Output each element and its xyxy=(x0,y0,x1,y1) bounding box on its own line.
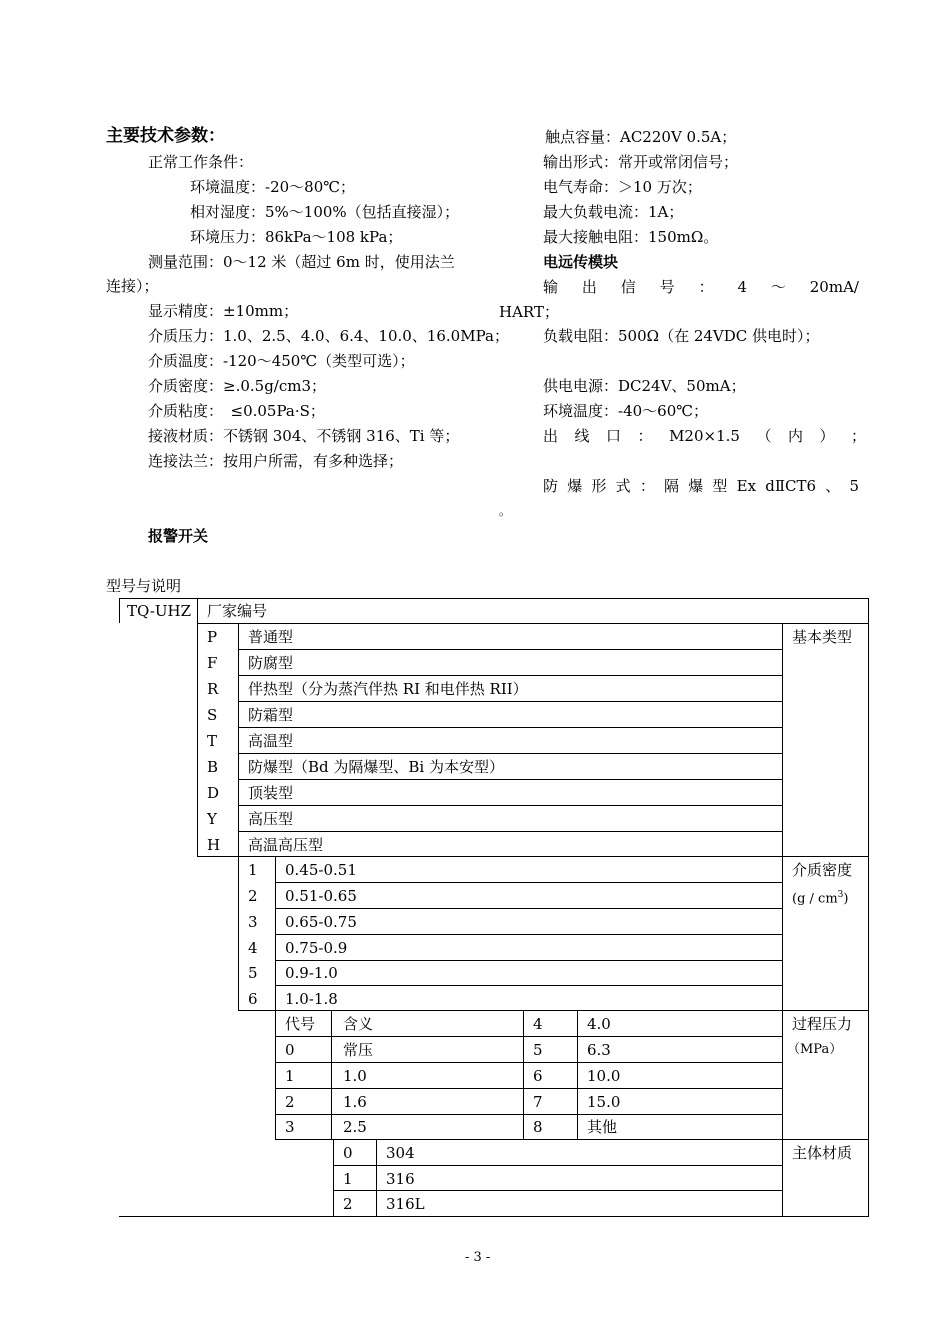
param-line: HART； xyxy=(499,303,559,321)
param-line: 电气寿命：＞10 万次； xyxy=(543,178,702,196)
output-signal-line xyxy=(543,277,859,297)
text-fragment: 爆 xyxy=(567,477,583,495)
outlet-line xyxy=(543,426,866,446)
pressure-meaning-header: 含义 xyxy=(343,1015,374,1033)
type-desc: 普通型 xyxy=(248,628,294,646)
type-desc: 顶装型 xyxy=(248,784,294,802)
model-title: 型号与说明 xyxy=(106,577,182,595)
density-code: 5 xyxy=(248,964,258,982)
pressure-code-header: 代号 xyxy=(285,1015,316,1033)
param-line: 输出形式：常开或常闭信号； xyxy=(543,153,739,171)
material-code: 0 xyxy=(343,1144,353,1162)
text-fragment: ） xyxy=(819,427,835,445)
pressure-value: 6.3 xyxy=(587,1041,611,1059)
type-desc: 防腐型 xyxy=(248,654,294,672)
pressure-label: 过程压力 xyxy=(792,1015,853,1033)
text-fragment: 输 xyxy=(543,278,559,296)
param-line: 连接）； xyxy=(106,277,159,295)
pressure-code: 2 xyxy=(285,1093,295,1111)
text-fragment: 20mA/ xyxy=(809,278,859,296)
model-code: TQ-UHZ xyxy=(127,602,192,620)
pressure-value: 其他 xyxy=(587,1118,618,1136)
param-line: 触点容量：AC220V 0.5A； xyxy=(545,128,737,146)
material-name: 316L xyxy=(386,1195,425,1213)
param-line: 环境温度：-20～80℃； xyxy=(190,178,356,196)
text-fragment: 3 xyxy=(837,890,844,900)
text-fragment: 隔 xyxy=(664,477,680,495)
page-number: - 3 - xyxy=(465,1250,491,1265)
text-fragment: 内 xyxy=(787,427,803,445)
density-code: 6 xyxy=(248,990,258,1008)
pressure-value: 1.0 xyxy=(343,1067,367,1085)
pressure-code: 5 xyxy=(533,1041,543,1059)
text-fragment: 5 xyxy=(849,477,859,495)
type-code: T xyxy=(207,732,218,750)
param-line: 相对湿度：5%～100%（包括直接湿）； xyxy=(190,203,460,221)
type-desc: 高温型 xyxy=(248,732,294,750)
text-fragment: ： xyxy=(698,278,714,296)
text-fragment: 、 xyxy=(825,477,841,495)
pressure-value: 常压 xyxy=(343,1041,374,1059)
material-code: 1 xyxy=(343,1170,353,1188)
maker-label: 厂家编号 xyxy=(207,602,268,620)
explosion-line xyxy=(543,476,859,496)
text-fragment: 出 xyxy=(581,278,597,296)
pressure-code: 3 xyxy=(285,1118,295,1136)
text-fragment: 式 xyxy=(615,477,631,495)
text-fragment: （ xyxy=(756,427,772,445)
param-line: 连接法兰：按用户所需，有多种选择； xyxy=(148,452,404,470)
material-name: 316 xyxy=(386,1170,415,1188)
text-fragment: ) xyxy=(843,891,849,907)
type-desc: 防爆型（Bd 为隔爆型、Bi 为本安型） xyxy=(248,758,504,776)
param-line: 显示精度：±10mm； xyxy=(148,302,299,320)
type-code: R xyxy=(207,680,219,698)
param-line: 环境温度：-40～60℃； xyxy=(543,402,709,420)
density-range: 1.0-1.8 xyxy=(285,990,338,1008)
density-range: 0.45-0.51 xyxy=(285,861,357,879)
param-line: 最大负载电流：1A； xyxy=(543,203,684,221)
pressure-value: 4.0 xyxy=(587,1015,611,1033)
param-line: 测量范围：0～12 米（超过 6m 时，使用法兰 xyxy=(148,253,455,271)
text-fragment: 形 xyxy=(591,477,607,495)
remote-heading: 电远传模块 xyxy=(543,253,619,271)
type-code: D xyxy=(207,784,220,802)
param-line: 介质温度：-120～450℃（类型可选）； xyxy=(148,352,415,370)
pressure-code: 7 xyxy=(533,1093,543,1111)
pressure-value: 2.5 xyxy=(343,1118,367,1136)
pressure-unit: （MPa） xyxy=(787,1042,843,1057)
density-code: 2 xyxy=(248,887,258,905)
material-name: 304 xyxy=(386,1144,415,1162)
alarm-heading: 报警开关 xyxy=(148,527,209,545)
pressure-code: 8 xyxy=(533,1118,543,1136)
section-heading: 主要技术参数： xyxy=(106,126,225,146)
type-desc: 伴热型（分为蒸汽伴热 RI 和电伴热 RII） xyxy=(248,680,528,698)
text-fragment: 线 xyxy=(574,427,590,445)
text-fragment: 4 xyxy=(737,278,747,296)
param-line: 负载电阻：500Ω（在 24VDC 供电时）； xyxy=(543,327,820,345)
type-code: B xyxy=(207,758,219,776)
density-label: 介质密度 xyxy=(792,861,853,879)
density-unit xyxy=(792,885,848,909)
material-code: 2 xyxy=(343,1195,353,1213)
text-fragment: 口 xyxy=(606,427,622,445)
text-fragment: ； xyxy=(850,427,866,445)
density-code: 4 xyxy=(248,939,258,957)
text-fragment: ： xyxy=(639,477,655,495)
param-line: 正常工作条件： xyxy=(148,153,254,171)
text-fragment: dⅡCT6 xyxy=(765,477,817,495)
text-fragment: 防 xyxy=(543,477,559,495)
pressure-code: 6 xyxy=(533,1067,543,1085)
basic-type-label: 基本类型 xyxy=(792,628,853,646)
text-fragment: Ex xyxy=(736,477,757,495)
param-line: 介质压力：1.0、2.5、4.0、6.4、10.0、16.0MPa； xyxy=(148,327,509,345)
param-line: 介质密度：≥.0.5g/cm3； xyxy=(148,377,327,395)
type-desc: 高压型 xyxy=(248,810,294,828)
param-line: 接液材质：不锈钢 304、不锈钢 316、Ti 等； xyxy=(148,427,460,445)
param-line: 介质粘度： ≤0.05Pa·S； xyxy=(148,402,325,420)
param-line: 。 xyxy=(499,504,512,518)
type-desc: 防霜型 xyxy=(248,706,294,724)
density-range: 0.75-0.9 xyxy=(285,939,348,957)
density-code: 3 xyxy=(248,913,258,931)
param-line: 环境压力：86kPa～108 kPa； xyxy=(190,228,403,246)
pressure-code: 4 xyxy=(533,1015,543,1033)
type-code: Y xyxy=(207,810,217,828)
text-fragment: 爆 xyxy=(688,477,704,495)
type-code: S xyxy=(207,706,218,724)
text-fragment: (g / cm xyxy=(792,891,838,907)
pressure-value: 10.0 xyxy=(587,1067,621,1085)
param-line: 最大接触电阻：150mΩ。 xyxy=(543,228,719,246)
text-fragment: ： xyxy=(637,427,653,445)
density-range: 0.9-1.0 xyxy=(285,964,338,982)
text-fragment: ～ xyxy=(770,278,786,296)
pressure-code: 1 xyxy=(285,1067,295,1085)
text-fragment: M20×1.5 xyxy=(669,427,740,445)
material-label: 主体材质 xyxy=(792,1144,853,1162)
density-range: 0.65-0.75 xyxy=(285,913,357,931)
text-fragment: 出 xyxy=(543,427,559,445)
density-code: 1 xyxy=(248,861,258,879)
text-fragment: 信 xyxy=(620,278,636,296)
pressure-value: 15.0 xyxy=(587,1093,621,1111)
type-desc: 高温高压型 xyxy=(248,836,324,854)
param-line: 供电电源：DC24V、50mA； xyxy=(543,377,746,395)
text-fragment: 型 xyxy=(712,477,728,495)
density-range: 0.51-0.65 xyxy=(285,887,357,905)
type-code: H xyxy=(207,836,221,854)
pressure-value: 1.6 xyxy=(343,1093,367,1111)
text-fragment: 号 xyxy=(659,278,675,296)
type-code: F xyxy=(207,654,218,672)
pressure-code: 0 xyxy=(285,1041,295,1059)
type-code: P xyxy=(207,628,218,646)
